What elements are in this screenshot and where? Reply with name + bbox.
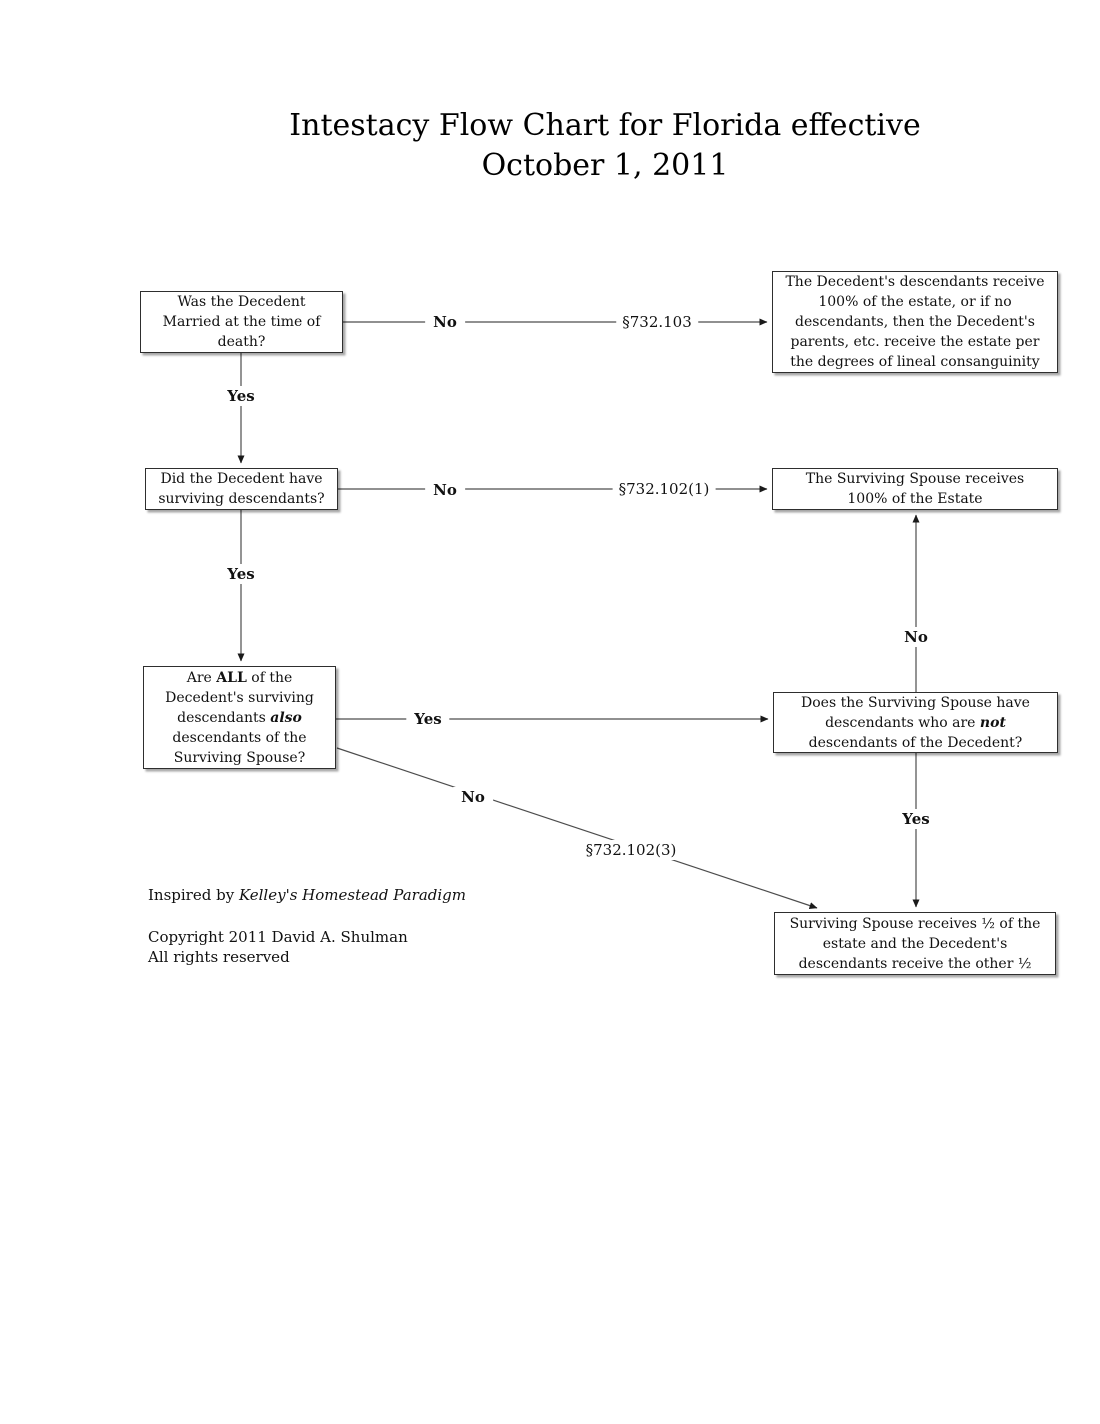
- node-all-descendants-shared-text: Are ALL of the Decedent's surviving descendants also descendants of the Surviving Spouse?: [165, 669, 314, 766]
- edge-label-all-yes: Yes: [406, 709, 449, 729]
- edge-label-other-desc-no: No: [896, 627, 936, 647]
- node-was-decedent-married: [140, 291, 343, 353]
- footer-rights-line: All rights reserved: [148, 948, 290, 966]
- edge-all-no-connector: [337, 748, 817, 908]
- page-title-line1: Intestacy Flow Chart for Florida effective: [289, 108, 921, 143]
- node-lineal-consanguinity-outcome: [772, 271, 1058, 373]
- edge-label-all-no: No: [453, 787, 493, 807]
- footer-copyright-line: Copyright 2011 David A. Shulman: [148, 928, 408, 946]
- node-spouse-100-outcome: [772, 468, 1058, 510]
- node-surviving-descendants: [145, 468, 338, 510]
- node-split-half-outcome-text: Surviving Spouse receives ½ of the estate and the Decedent's descendants receive the other ½: [789, 915, 1041, 972]
- edge-label-descendants-yes: Yes: [219, 564, 262, 584]
- node-spouse-other-descendants: [773, 692, 1058, 753]
- page-title-line2: October 1, 2011: [481, 148, 729, 183]
- footer-inspired: [148, 886, 466, 904]
- node-lineal-consanguinity-outcome-text: The Decedent's descendants receive 100% of the estate, or if no descendants, then the Decedent's parents, etc. receive the estate per the degrees of lineal consanguinity: [785, 274, 1045, 370]
- edge-label-descendants-no: No: [425, 480, 465, 500]
- footer-inspired-source: Kelley's Homestead Paradigm: [238, 886, 466, 904]
- edge-statute-732-102-3: §732.102(3): [580, 840, 683, 860]
- edge-label-married-no: No: [425, 312, 465, 332]
- node-spouse-other-descendants-text: Does the Surviving Spouse have descendants who are not descendants of the Decedent?: [801, 694, 1030, 751]
- edge-statute-732-102-1: §732.102(1): [613, 479, 716, 499]
- footer-inspired-prefix: Inspired by: [148, 886, 239, 904]
- footer-copyright: [148, 927, 408, 967]
- node-all-descendants-shared: [143, 666, 336, 769]
- node-was-decedent-married-text: Was the Decedent Married at the time of death?: [162, 294, 321, 350]
- node-surviving-descendants-text: Did the Decedent have surviving descendants?: [158, 471, 325, 507]
- edge-label-married-yes: Yes: [219, 386, 262, 406]
- node-split-half-outcome: [774, 912, 1056, 975]
- node-spouse-100-outcome-text: The Surviving Spouse receives 100% of the Estate: [805, 471, 1025, 507]
- edge-statute-732-103: §732.103: [616, 312, 698, 332]
- edge-label-other-desc-yes: Yes: [894, 809, 937, 829]
